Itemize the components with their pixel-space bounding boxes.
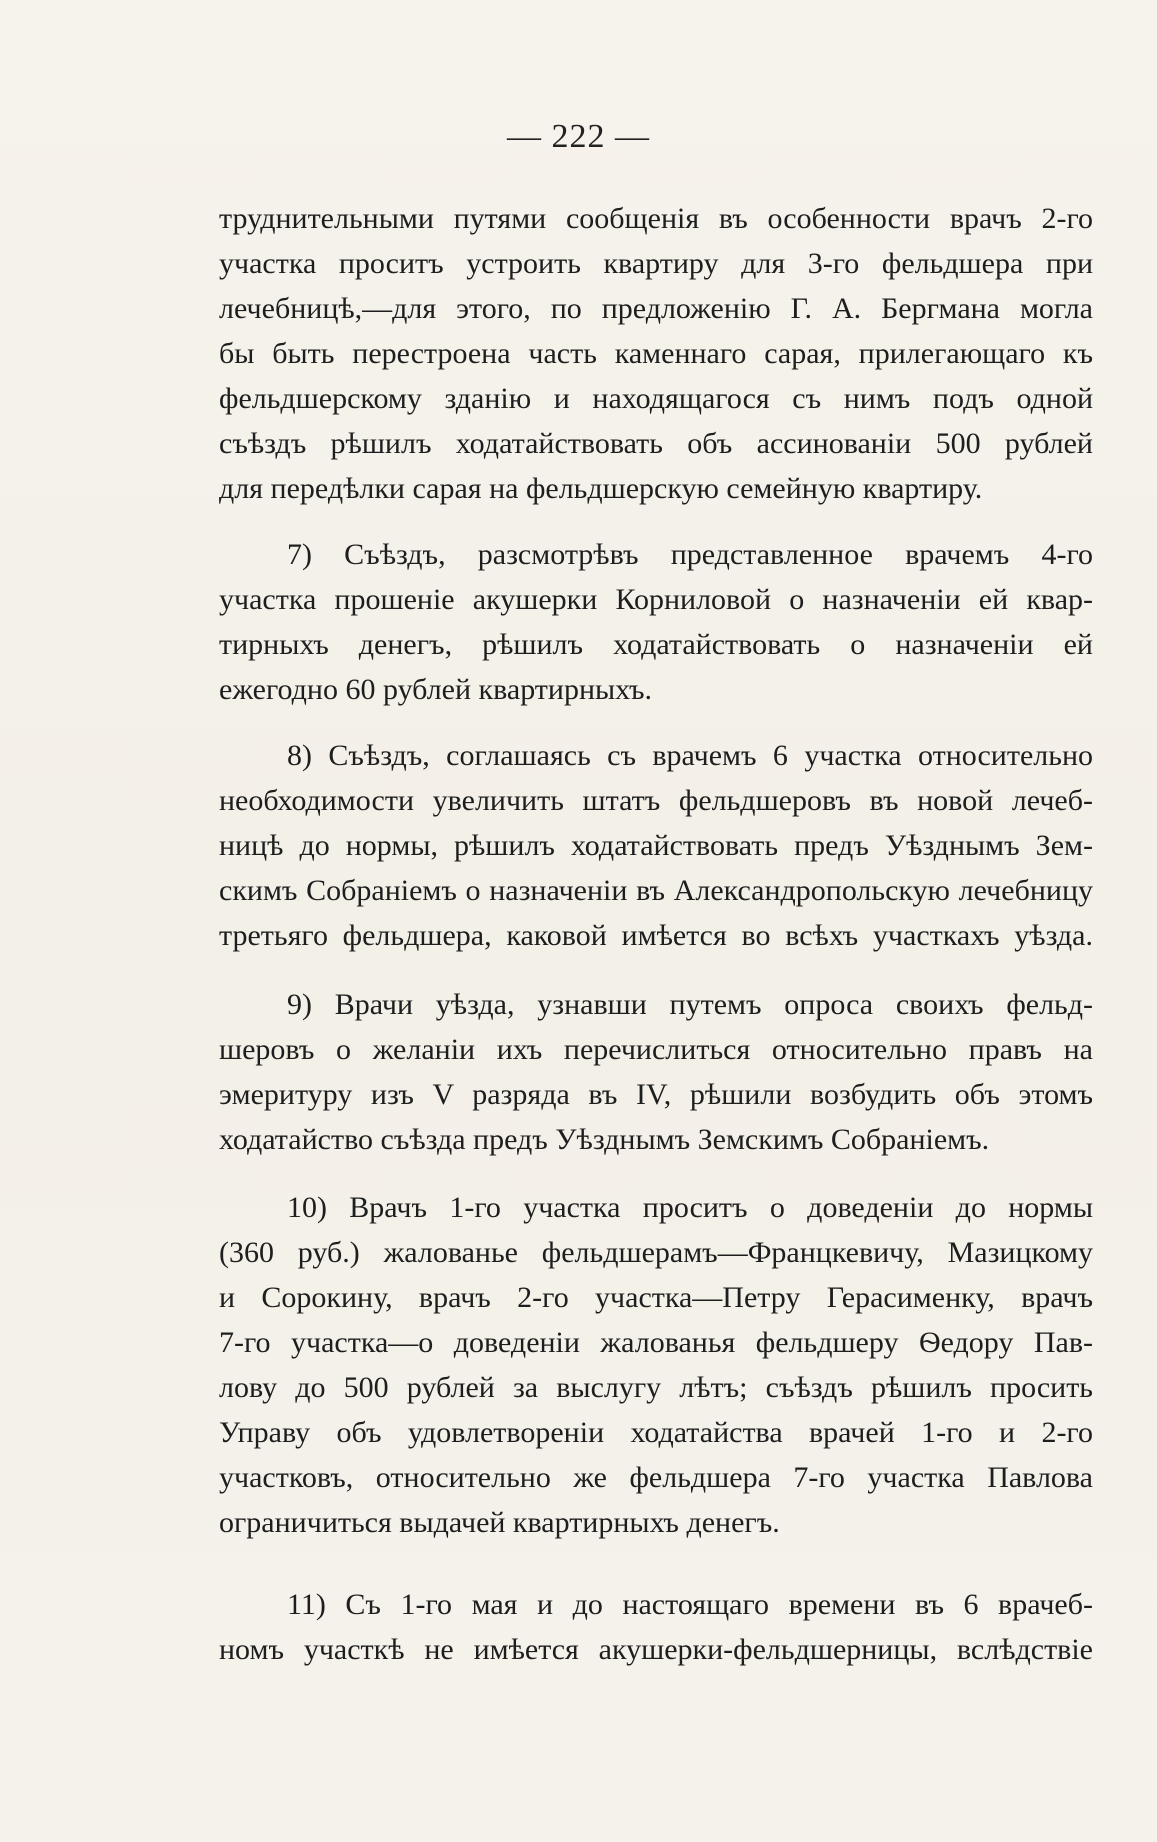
text-line: для передѣлки сарая на фельдшерскую семейную квартиру. — [219, 472, 983, 505]
text-line: ходатайство съѣзда предъ Уѣзднымъ Земскимъ Собраніемъ. — [219, 1123, 990, 1156]
text-line: и Сорокину, врачъ 2-го участка—Петру Герасименку, врачъ — [219, 1281, 1093, 1314]
text-line: необходимости увеличить штатъ фельдшеровъ въ новой лечеб- — [219, 784, 1093, 817]
text-line: 7) Съѣздъ, разсмотрѣвъ представленное врачемъ 4-го — [287, 538, 1093, 571]
text-line: скимъ Собраніемъ о назначеніи въ Александропольскую лечебницу — [219, 874, 1093, 907]
text-line: съѣздъ рѣшилъ ходатайствовать объ ассинованіи 500 рублей — [219, 427, 1093, 460]
text-line: тирныхъ денегъ, рѣшилъ ходатайствовать о назначеніи ей — [219, 628, 1093, 661]
text-line: участка прошеніе акушерки Корниловой о назначеніи ей квар- — [219, 583, 1093, 616]
paragraph-item-9 — [219, 982, 1093, 1162]
text-line: 7-го участка—о доведеніи жалованья фельдшеру Ѳедору Пав- — [219, 1326, 1093, 1359]
text-line: Управу объ удовлетвореніи ходатайства врачей 1-го и 2-го — [219, 1416, 1093, 1449]
text-line: ограничиться выдачей квартирныхъ денегъ. — [219, 1506, 780, 1539]
text-line: труднительными путями сообщенія въ особенности врачъ 2-го — [219, 202, 1093, 235]
text-line: фельдшерскому зданію и находящагося съ нимъ подъ одной — [219, 382, 1093, 415]
text-line: 9) Врачи уѣзда, узнавши путемъ опроса своихъ фельд- — [287, 988, 1093, 1021]
text-line: лечебницѣ,—для этого, по предложенію Г. А. Бергмана могла — [219, 292, 1093, 325]
text-line: бы быть перестроена часть каменнаго сарая, прилегающаго къ — [219, 337, 1093, 370]
text-line: ницѣ до нормы, рѣшилъ ходатайствовать предъ Уѣзднымъ Зем- — [219, 829, 1093, 862]
paragraph-item-11 — [219, 1582, 1093, 1672]
text-line: 8) Съѣздъ, соглашаясь съ врачемъ 6 участка относительно — [287, 739, 1093, 772]
text-line: номъ участкѣ не имѣется акушерки-фельдшерницы, вслѣдствіе — [219, 1633, 1093, 1666]
text-line: третьяго фельдшера, каковой имѣется во всѣхъ участкахъ уѣзда. — [219, 919, 1093, 952]
paragraph-item-10 — [219, 1185, 1093, 1545]
text-line: 10) Врачъ 1-го участка проситъ о доведеніи до нормы — [287, 1191, 1093, 1224]
text-line: ежегодно 60 рублей квартирныхъ. — [219, 673, 653, 706]
text-line: лову до 500 рублей за выслугу лѣтъ; съѣздъ рѣшилъ просить — [219, 1371, 1093, 1404]
paragraph-item-8 — [219, 733, 1093, 958]
text-line: участка проситъ устроить квартиру для 3-го фельдшера при — [219, 247, 1093, 280]
page-number: — 222 — — [507, 118, 650, 155]
text-line: (360 руб.) жалованье фельдшерамъ—Францкевичу, Мазицкому — [219, 1236, 1093, 1269]
paragraph-continuation — [219, 196, 1093, 511]
text-line: эмеритуру изъ V разряда въ IV, рѣшили возбудить объ этомъ — [219, 1078, 1093, 1111]
paragraph-item-7 — [219, 532, 1093, 712]
text-line: участковъ, относительно же фельдшера 7-го участка Павлова — [219, 1461, 1093, 1494]
text-line: 11) Съ 1-го мая и до настоящаго времени въ 6 врачеб- — [287, 1588, 1093, 1621]
text-line: шеровъ о желаніи ихъ перечислиться относительно правъ на — [219, 1033, 1093, 1066]
